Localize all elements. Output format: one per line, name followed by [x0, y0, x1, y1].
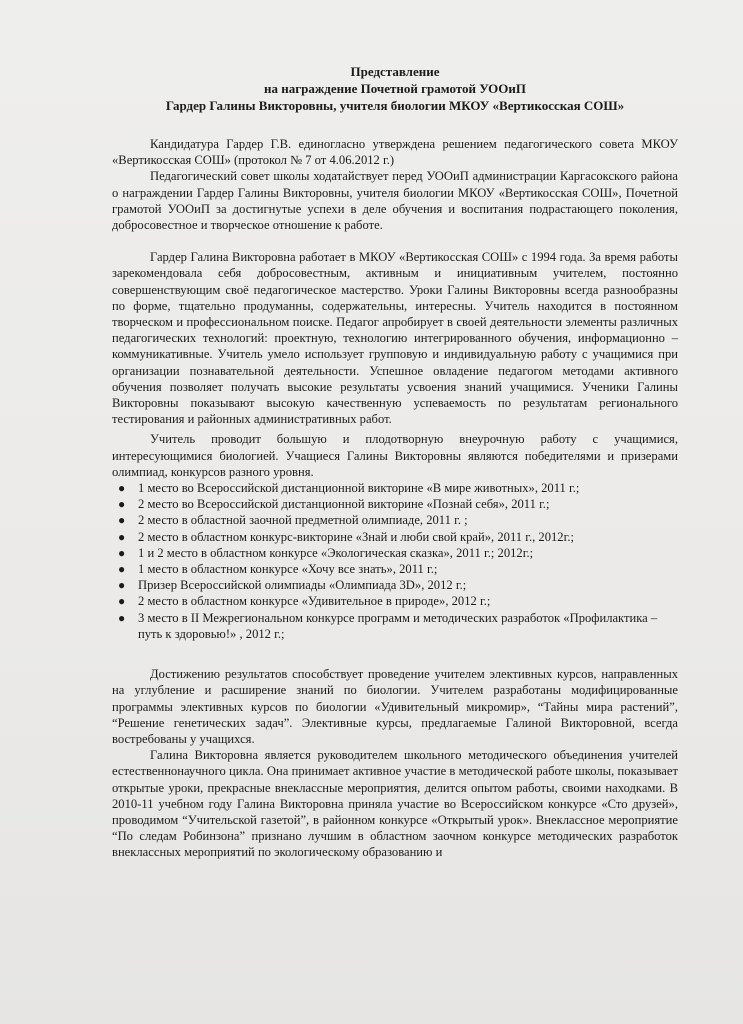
award-text: 2 место в областном конкурс-викторине «Знай и люби свой край», 2011 г., 2012г.; [138, 529, 574, 544]
bullet-icon: ● [118, 497, 126, 512]
paragraph-methodical-work: Галина Викторовна является руководителем школьного методического объединения учителей естественнонаучного цикла. Она принимает активное участие в методической работе школы, показывает открытые уроки, прекрасные внеклассные мероприятия, делится опытом работы, своими находками. В 2010-11 учебном году Галина Викторовна приняла участие во Всероссийском конкурсе «Сто друзей», проводимом “Учительской газетой”, в районном конкурсе «Открытый урок». Внеклассное мероприятие “По следам Робинзона” признано лучшим в областном заочном конкурсе методических разработок внеклассных мероприятий по экологическому образованию и [112, 748, 678, 860]
list-item [112, 577, 678, 593]
award-text: Призер Всероссийской олимпиады «Олимпиада 3D», 2012 г.; [138, 578, 467, 593]
list-item [112, 529, 678, 545]
paragraph-extracurricular: Учитель проводит большую и плодотворную внеурочную работу с учащимися, интересующимися биологией. Учащиеся Галины Викторовны являются победителями и призерами олимпиад, конкурсов разного уровня. [112, 432, 678, 479]
paragraph-work-experience: Гардер Галина Викторовна работает в МКОУ «Вертикосская СОШ» с 1994 года. За время работы зарекомендовала себя добросовестным, активным и инициативным учителем, постоянно совершенствующим своё педагогическое мастерство. Уроки Галины Викторовны всегда разнообразны по форме, тщательно продуманны, содержательны, интересны. Учитель находится в постоянном творческом и профессиональном поиске. Педагог апробирует в своей деятельности элементы различных педагогических технологий: проектную, технологию интегрированного обучения, информационно – коммуникативные. Учитель умело использует групповую и индивидуальную работу с учащимися при организации познавательной деятельности. Успешное овладение педагогом методами активного обучения позволяет получать высокие результаты усвоения знаний учащимися. Ученики Галины Викторовны показывают высокую качественную успеваемость по результатам регионального тестирования и районных административных работ. [112, 250, 678, 427]
document-subtitle: на награждение Почетной грамотой УООиП [264, 81, 526, 96]
award-text: 3 место в II Межрегиональном конкурсе программ и методических разработок «Профилактика – путь к здоровью!» , 2012 г.; [138, 610, 658, 641]
list-item [112, 496, 678, 512]
paragraph-petition: Педагогический совет школы ходатайствует перед УООиП администрации Каргасокского района о награждении Гардер Галины Викторовны, учителя биологии МКОУ «Вертикосская СОШ», Почетной грамотой УООиП за достигнутые успехи в деле обучения и воспитания подрастающего поколения, добросовестное и творческое отношение к работе. [112, 169, 678, 233]
award-text: 2 место в областной заочной предметной олимпиаде, 2011 г. ; [138, 513, 468, 528]
award-text: 2 место в областном конкурсе «Удивительное в природе», 2012 г.; [138, 594, 491, 609]
bullet-icon: ● [118, 513, 126, 528]
list-item [112, 545, 678, 561]
bullet-icon: ● [118, 578, 126, 593]
award-text: 1 место в областном конкурсе «Хочу все знать», 2011 г.; [138, 562, 438, 577]
bullet-icon: ● [118, 562, 126, 577]
document-header [112, 63, 678, 114]
list-item [112, 593, 678, 609]
list-item [112, 480, 678, 496]
document-body [112, 63, 678, 861]
bullet-icon: ● [118, 481, 126, 496]
bullet-icon: ● [118, 594, 126, 609]
spacer [112, 233, 678, 249]
awards-list [112, 480, 678, 642]
paragraph-approval: Кандидатура Гардер Г.В. единогласно утверждена решением педагогического совета МКОУ «Вертикосская СОШ» (протокол № 7 от 4.06.2012 г.) [112, 137, 678, 168]
document-title: Представление [350, 64, 440, 79]
award-text: 1 и 2 место в областном конкурсе «Экологическая сказка», 2011 г.; 2012г.; [138, 545, 534, 560]
list-item [112, 561, 678, 577]
award-text: 1 место во Всероссийской дистанционной викторине «В мире животных», 2011 г.; [138, 481, 580, 496]
paragraph-elective-courses: Достижению результатов способствует проведение учителем элективных курсов, направленных на углубление и расширение знаний по биологии. Учителем разработаны модифицированные программы элективных курсов по биологии «Удивительный микромир», “Тайны мира растений”, “Решение генетических задач”. Элективные курсы, предлагаемые Галиной Викторовной, всегда востребованы у учащихся. [112, 667, 678, 746]
spacer [112, 642, 678, 666]
bullet-icon: ● [118, 610, 126, 625]
candidate-line: Гардер Галины Викторовны, учителя биологии МКОУ «Вертикосская СОШ» [165, 98, 625, 113]
list-item [112, 610, 678, 642]
award-text: 2 место во Всероссийской дистанционной викторине «Познай себя», 2011 г.; [138, 497, 550, 512]
bullet-icon: ● [118, 545, 126, 560]
list-item [112, 512, 678, 528]
bullet-icon: ● [118, 529, 126, 544]
